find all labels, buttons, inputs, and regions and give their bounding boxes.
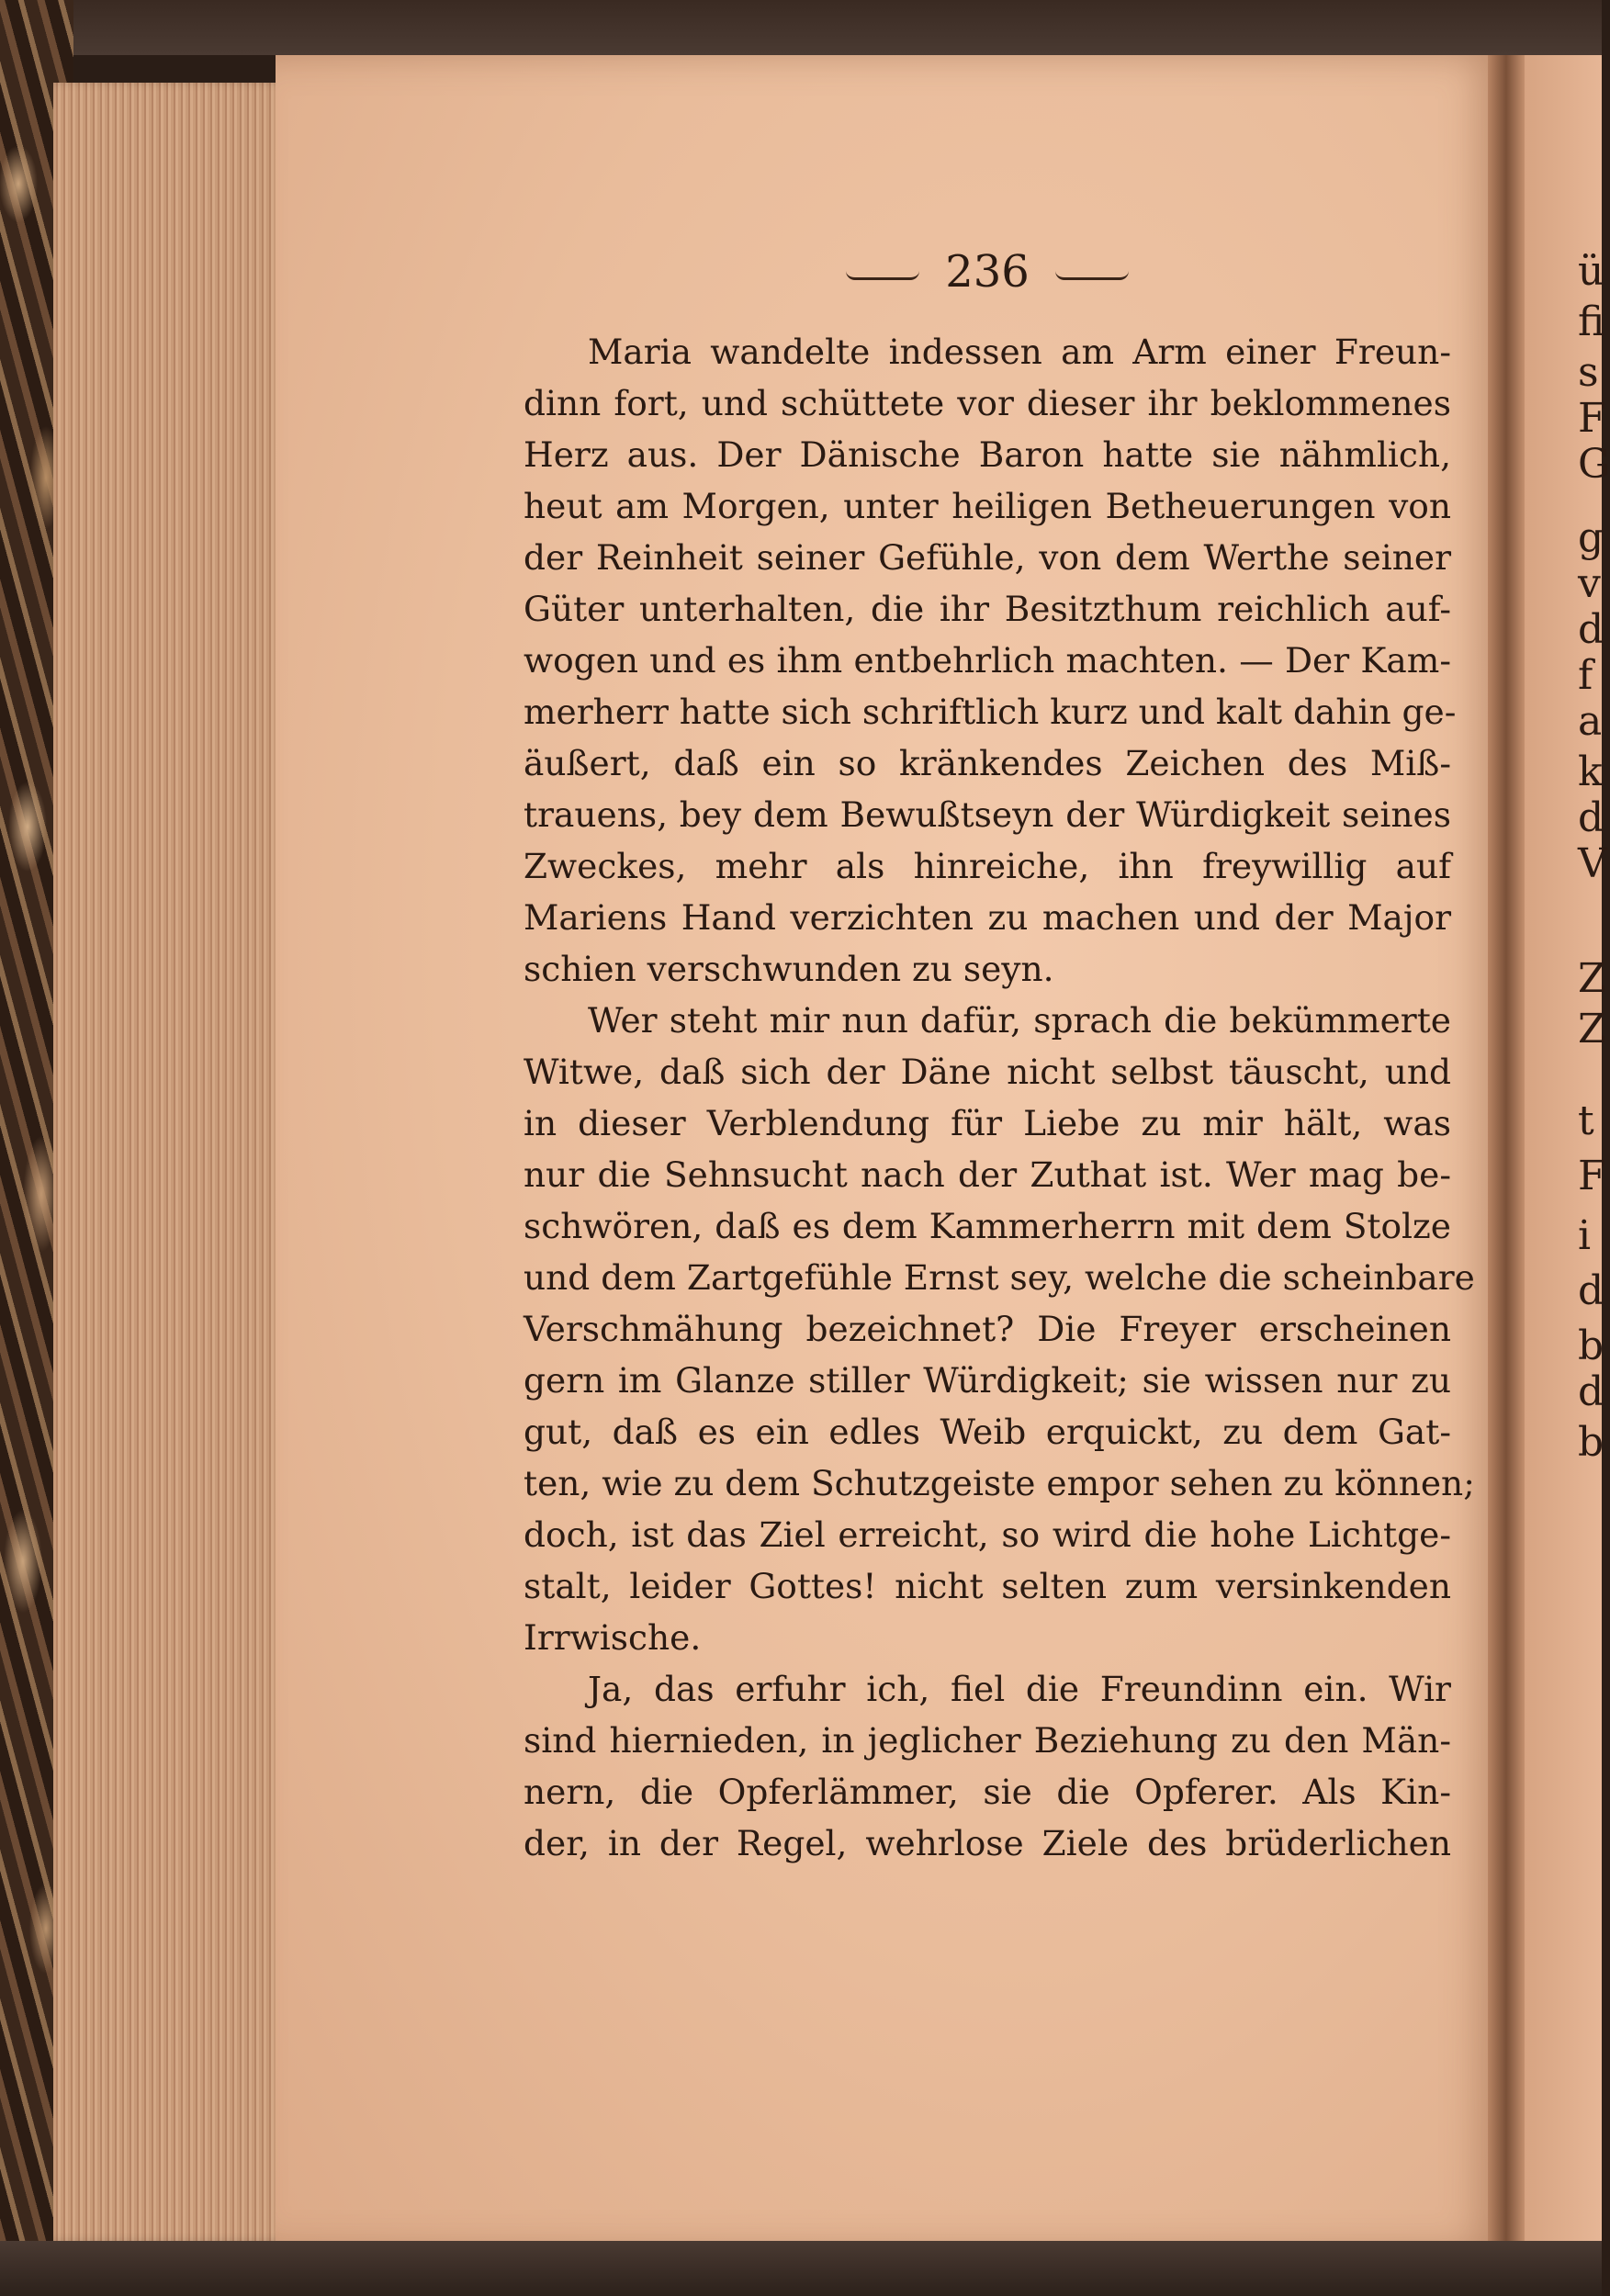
text-line: Witwe, daß sich der Däne nicht selbst täuscht, und [524,1052,1451,1092]
text-line: stalt, leider Gottes! nicht selten zum versinkenden [524,1566,1451,1606]
facing-page-fragment: V [1578,840,1607,887]
facing-page-fragment: f [1578,652,1593,699]
text-line: Ja, das erfuhr ich, fiel die Freundinn ein. Wir [588,1669,1451,1709]
facing-page-edge [1525,55,1610,2250]
top-binding-strip [0,0,1602,55]
text-line: sind hiernieden, in jeglicher Beziehung zu den Män- [524,1720,1451,1761]
text-line: schwören, daß es dem Kammerherrn mit dem Stolze [524,1206,1451,1246]
text-line: Verschmähung bezeichnet? Die Freyer erscheinen [524,1309,1451,1349]
page-header [524,246,1451,301]
facing-page-fragment: d [1578,1267,1604,1314]
facing-page-fragment: t [1578,1097,1594,1144]
text-line: ten, wie zu dem Schutzgeiste empor sehen zu können; [524,1463,1475,1503]
facing-page-fragment: d [1578,794,1604,841]
text-line: nur die Sehnsucht nach der Zuthat ist. Wer mag be- [524,1154,1451,1195]
text-line: Herz aus. Der Dänische Baron hatte sie nähmlich, [524,434,1451,475]
text-line: schien verschwunden zu seyn. [524,949,1054,989]
facing-page-fragment: k [1578,748,1603,795]
facing-page-fragment: s [1578,349,1599,396]
page-edges [53,83,292,2241]
page-number: 236 [945,246,1030,298]
text-line: Irrwische. [524,1617,702,1658]
book-gutter [1488,55,1525,2250]
text-line: doch, ist das Ziel erreicht, so wird die hohe Lichtge- [524,1514,1451,1555]
facing-page-fragment: a [1578,698,1603,745]
text-line: gut, daß es ein edles Weib erquickt, zu dem Gat- [524,1412,1451,1452]
text-line: und dem Zartgefühle Ernst sey, welche die scheinbare [524,1257,1475,1298]
facing-page-fragment: b [1578,1419,1604,1466]
text-line: Wer steht mir nun dafür, sprach die bekümmerte [588,1000,1451,1041]
header-ornament-right [1055,264,1129,280]
text-line: Zweckes, mehr als hinreiche, ihn freywillig auf [524,846,1451,886]
text-line: merherr hatte sich schriftlich kurz und kalt dahin ge- [524,692,1457,732]
facing-page-fragment: v [1578,560,1601,607]
facing-page-fragment: b [1578,1322,1604,1369]
facing-page-fragment: Z [1578,955,1606,1002]
facing-page-fragment: d [1578,1368,1604,1415]
bottom-binding-strip [0,2241,1602,2296]
header-ornament-left [846,264,919,280]
text-line: trauens, bey dem Bewußtseyn der Würdigkeit seines [524,794,1451,835]
facing-page-fragment: F [1578,395,1606,442]
text-line: Güter unterhalten, die ihr Besitzthum reichlich auf- [524,589,1451,629]
facing-page-fragment: G [1578,441,1610,488]
facing-page-fragment: Z [1578,1006,1606,1052]
body-text [524,326,1475,1869]
text-line: in dieser Verblendung für Liebe zu mir hält, was [524,1103,1451,1143]
text-line: heut am Morgen, unter heiligen Betheuerungen von [524,486,1451,526]
facing-page-fragment: ü [1578,248,1604,295]
text-line: dinn fort, und schüttete vor dieser ihr beklommenes [524,383,1451,423]
text-line: Maria wandelte indessen am Arm einer Freun- [588,332,1451,372]
text-line: gern im Glanze stiller Würdigkeit; sie wissen nur zu [524,1360,1451,1401]
text-line: der Reinheit seiner Gefühle, von dem Werthe seiner [524,537,1451,578]
facing-page-fragment: g [1578,514,1604,561]
text-line: der, in der Regel, wehrlose Ziele des brüderlichen [524,1823,1451,1863]
text-line: wogen und es ihm entbehrlich machten. — Der Kam- [524,640,1451,681]
text-line: Mariens Hand verzichten zu machen und der Major [524,897,1451,938]
text-line: nern, die Opferlämmer, sie die Opferer. Als Kin- [524,1772,1451,1812]
text-line: äußert, daß ein so kränkendes Zeichen des Miß- [524,743,1451,783]
facing-page-fragment: fi [1578,298,1605,345]
facing-page-fragment: i [1578,1212,1592,1259]
facing-page-fragment: d [1578,606,1604,653]
facing-page-fragment: F [1578,1153,1606,1199]
